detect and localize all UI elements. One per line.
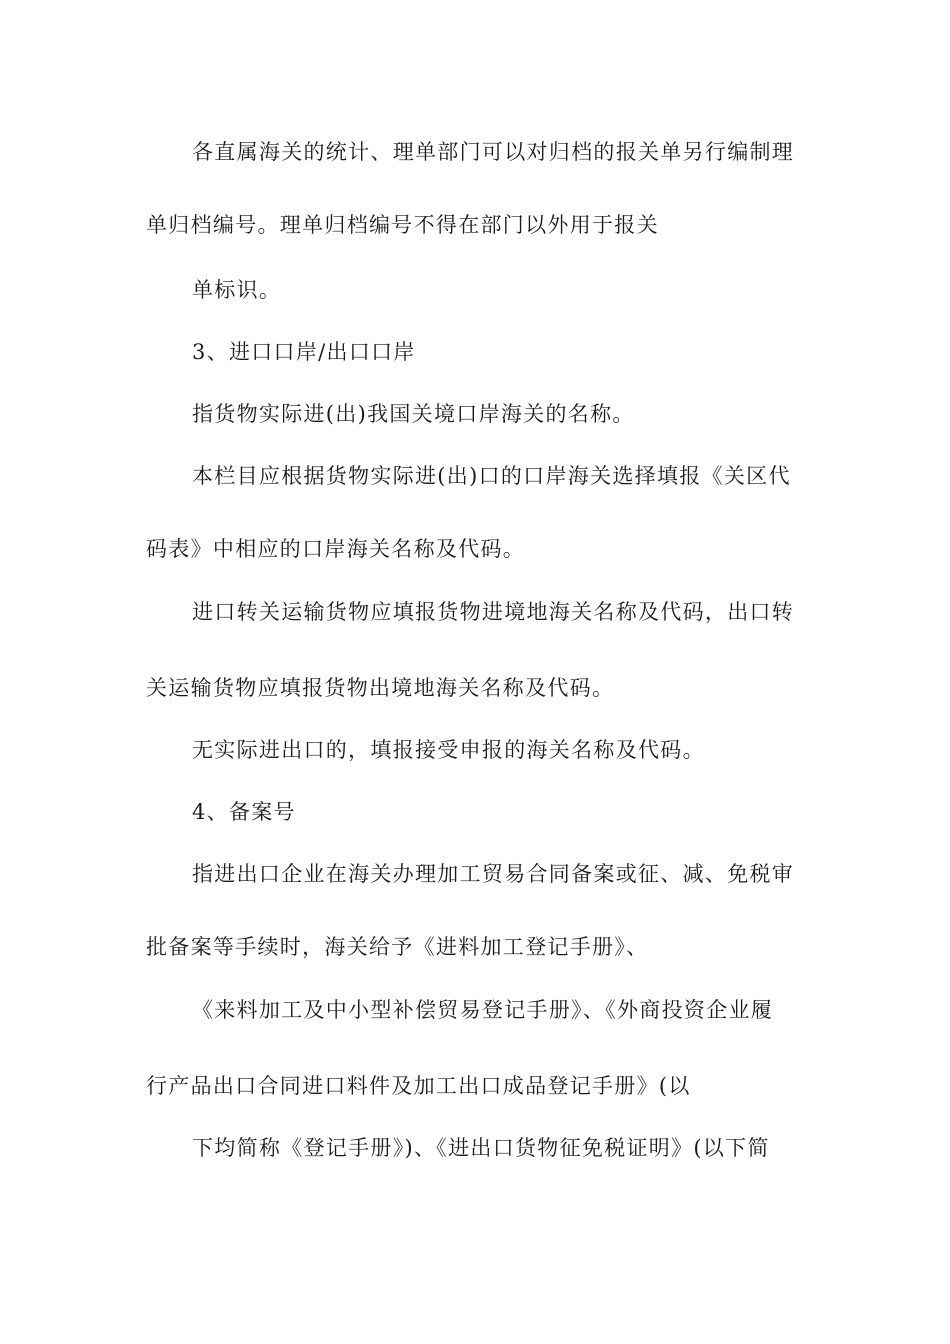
- section-heading: 3、进口口岸/出口口岸: [192, 340, 416, 364]
- paragraph-line: 下均简称《登记手册》)、《进出口货物征免税证明》(以下简: [192, 1136, 770, 1160]
- paragraph-line: 《来料加工及中小型补偿贸易登记手册》、《外商投资企业履: [192, 998, 774, 1022]
- paragraph-line: 行产品出口合同进口料件及加工出口成品登记手册》(以: [146, 1074, 691, 1098]
- paragraph-line: 单归档编号。理单归档编号不得在部门以外用于报关: [146, 213, 659, 237]
- paragraph-line: 指货物实际进(出)我国关境口岸海关的名称。: [192, 402, 635, 426]
- section-heading: 4、备案号: [192, 800, 296, 824]
- paragraph-line: 各直属海关的统计、理单部门可以对归档的报关单另行编制理: [192, 140, 795, 164]
- paragraph-line: 无实际进出口的，填报接受申报的海关名称及代码。: [192, 738, 705, 762]
- paragraph-line: 批备案等手续时，海关给予《进料加工登记手册》、: [146, 935, 649, 959]
- paragraph-line: 关运输货物应填报货物出境地海关名称及代码。: [146, 676, 615, 700]
- paragraph-line: 单标识。: [192, 278, 282, 302]
- paragraph-line: 码表》中相应的口岸海关名称及代码。: [146, 537, 526, 561]
- paragraph-line: 本栏目应根据货物实际进(出)口的口岸海关选择填报《关区代: [192, 464, 791, 488]
- paragraph-line: 指进出口企业在海关办理加工贸易合同备案或征、减、免税审: [192, 862, 795, 886]
- paragraph-line: 进口转关运输货物应填报货物进境地海关名称及代码，出口转: [192, 600, 795, 624]
